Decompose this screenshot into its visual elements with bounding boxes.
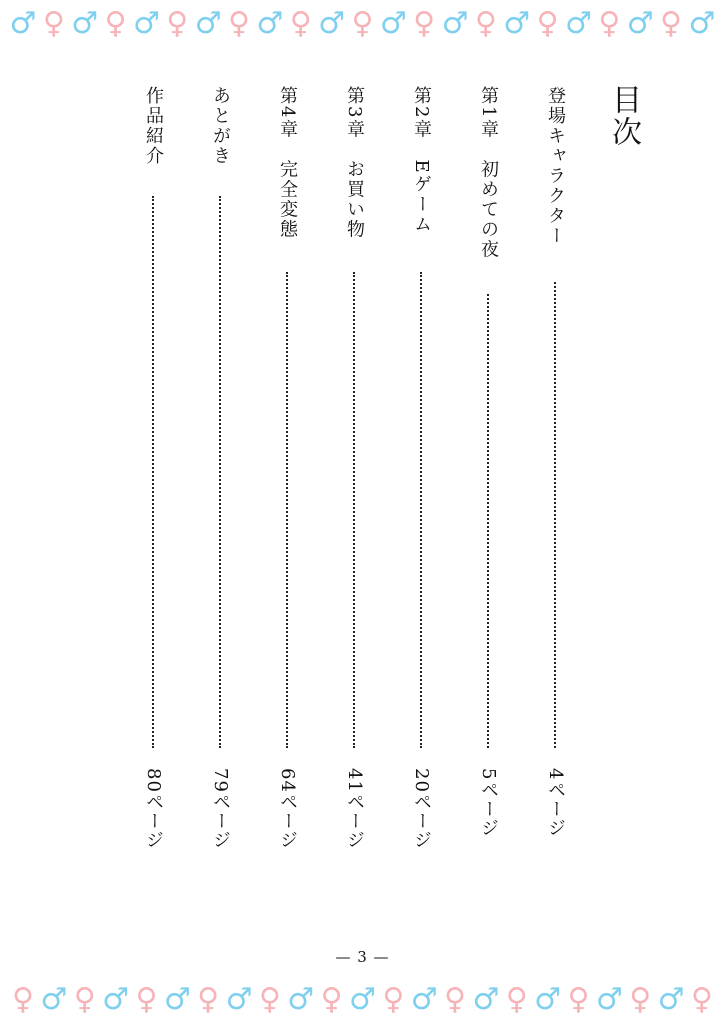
male-symbol-icon: ♂	[503, 6, 531, 41]
male-symbol-icon: ♂	[441, 6, 469, 41]
toc-entry-page: 79ページ	[210, 768, 231, 850]
female-symbol-icon: ♀	[690, 982, 713, 1017]
male-symbol-icon: ♂	[472, 982, 500, 1017]
female-symbol-icon: ♀	[197, 982, 220, 1017]
male-symbol-icon: ♂	[379, 6, 407, 41]
toc-entry-label: 第1章 初めての夜	[478, 86, 499, 260]
male-symbol-icon: ♂	[287, 982, 315, 1017]
female-symbol-icon: ♀	[474, 6, 497, 41]
female-symbol-icon: ♀	[258, 982, 281, 1017]
male-symbol-icon: ♂	[657, 982, 685, 1017]
dotted-leader	[353, 272, 355, 748]
male-symbol-icon: ♂	[595, 982, 623, 1017]
male-symbol-icon: ♂	[132, 6, 160, 41]
toc-entry[interactable]	[409, 86, 433, 876]
dotted-leader	[420, 272, 422, 748]
female-symbol-icon: ♀	[289, 6, 312, 41]
female-symbol-icon: ♀	[536, 6, 559, 41]
female-symbol-icon: ♀	[42, 6, 65, 41]
female-symbol-icon: ♀	[166, 6, 189, 41]
female-symbol-icon: ♀	[444, 982, 467, 1017]
female-symbol-icon: ♀	[660, 6, 683, 41]
toc-entry-label: 登場キャラクター	[545, 86, 566, 246]
toc-entry[interactable]	[543, 86, 567, 876]
toc-entry-label: 作品紹介	[143, 86, 164, 166]
female-symbol-icon: ♀	[104, 6, 127, 41]
dotted-leader	[219, 196, 221, 748]
male-symbol-icon: ♂	[349, 982, 376, 1017]
toc-entry-page: 5ページ	[478, 768, 499, 838]
toc-entry-page: 64ページ	[277, 768, 298, 850]
toc-entry-page: 41ページ	[344, 768, 365, 850]
top-border	[0, 4, 725, 44]
dotted-leader	[152, 196, 154, 748]
toc-entry[interactable]	[141, 86, 165, 876]
male-symbol-icon: ♂	[626, 6, 654, 41]
male-symbol-icon: ♂	[318, 6, 346, 41]
male-symbol-icon: ♂	[40, 982, 68, 1017]
male-symbol-icon: ♂	[688, 6, 716, 41]
female-symbol-icon: ♀	[382, 982, 405, 1017]
toc-entry-page: 80ページ	[143, 768, 164, 850]
toc-entry[interactable]	[208, 86, 232, 876]
toc-title: 目次	[606, 84, 641, 148]
toc-entry-page: 20ページ	[411, 768, 432, 850]
toc-entry-label: 第3章 お買い物	[344, 86, 365, 240]
male-symbol-icon: ♂	[194, 6, 222, 41]
toc-entry[interactable]	[476, 86, 500, 876]
dotted-leader	[554, 282, 556, 748]
toc-entry-page: 4ページ	[545, 768, 566, 838]
male-symbol-icon: ♂	[71, 6, 99, 41]
male-symbol-icon: ♂	[410, 982, 438, 1017]
dotted-leader	[487, 294, 489, 748]
toc-entry-label: あとがき	[210, 86, 231, 166]
male-symbol-icon: ♂	[163, 982, 191, 1017]
male-symbol-icon: ♂	[225, 982, 253, 1017]
toc-entry[interactable]	[275, 86, 299, 876]
female-symbol-icon: ♀	[351, 6, 374, 41]
male-symbol-icon: ♂	[102, 982, 130, 1017]
female-symbol-icon: ♀	[73, 982, 96, 1017]
female-symbol-icon: ♀	[629, 982, 652, 1017]
male-symbol-icon: ♂	[256, 6, 284, 41]
toc-entry[interactable]	[342, 86, 366, 876]
female-symbol-icon: ♀	[135, 982, 158, 1017]
female-symbol-icon: ♀	[505, 982, 528, 1017]
female-symbol-icon: ♀	[598, 6, 621, 41]
male-symbol-icon: ♂	[534, 982, 562, 1017]
page-number: — 3 —	[335, 948, 390, 966]
toc-entry-label: 第4章 完全変態	[277, 86, 298, 240]
dotted-leader	[286, 272, 288, 748]
female-symbol-icon: ♀	[228, 6, 250, 41]
female-symbol-icon: ♀	[12, 982, 34, 1017]
female-symbol-icon: ♀	[567, 982, 590, 1017]
male-symbol-icon: ♂	[565, 6, 592, 41]
female-symbol-icon: ♀	[320, 982, 343, 1017]
bottom-border	[0, 980, 725, 1020]
male-symbol-icon: ♂	[9, 6, 37, 41]
female-symbol-icon: ♀	[413, 6, 436, 41]
toc-entry-label: 第2章 Eゲーム	[411, 86, 432, 235]
